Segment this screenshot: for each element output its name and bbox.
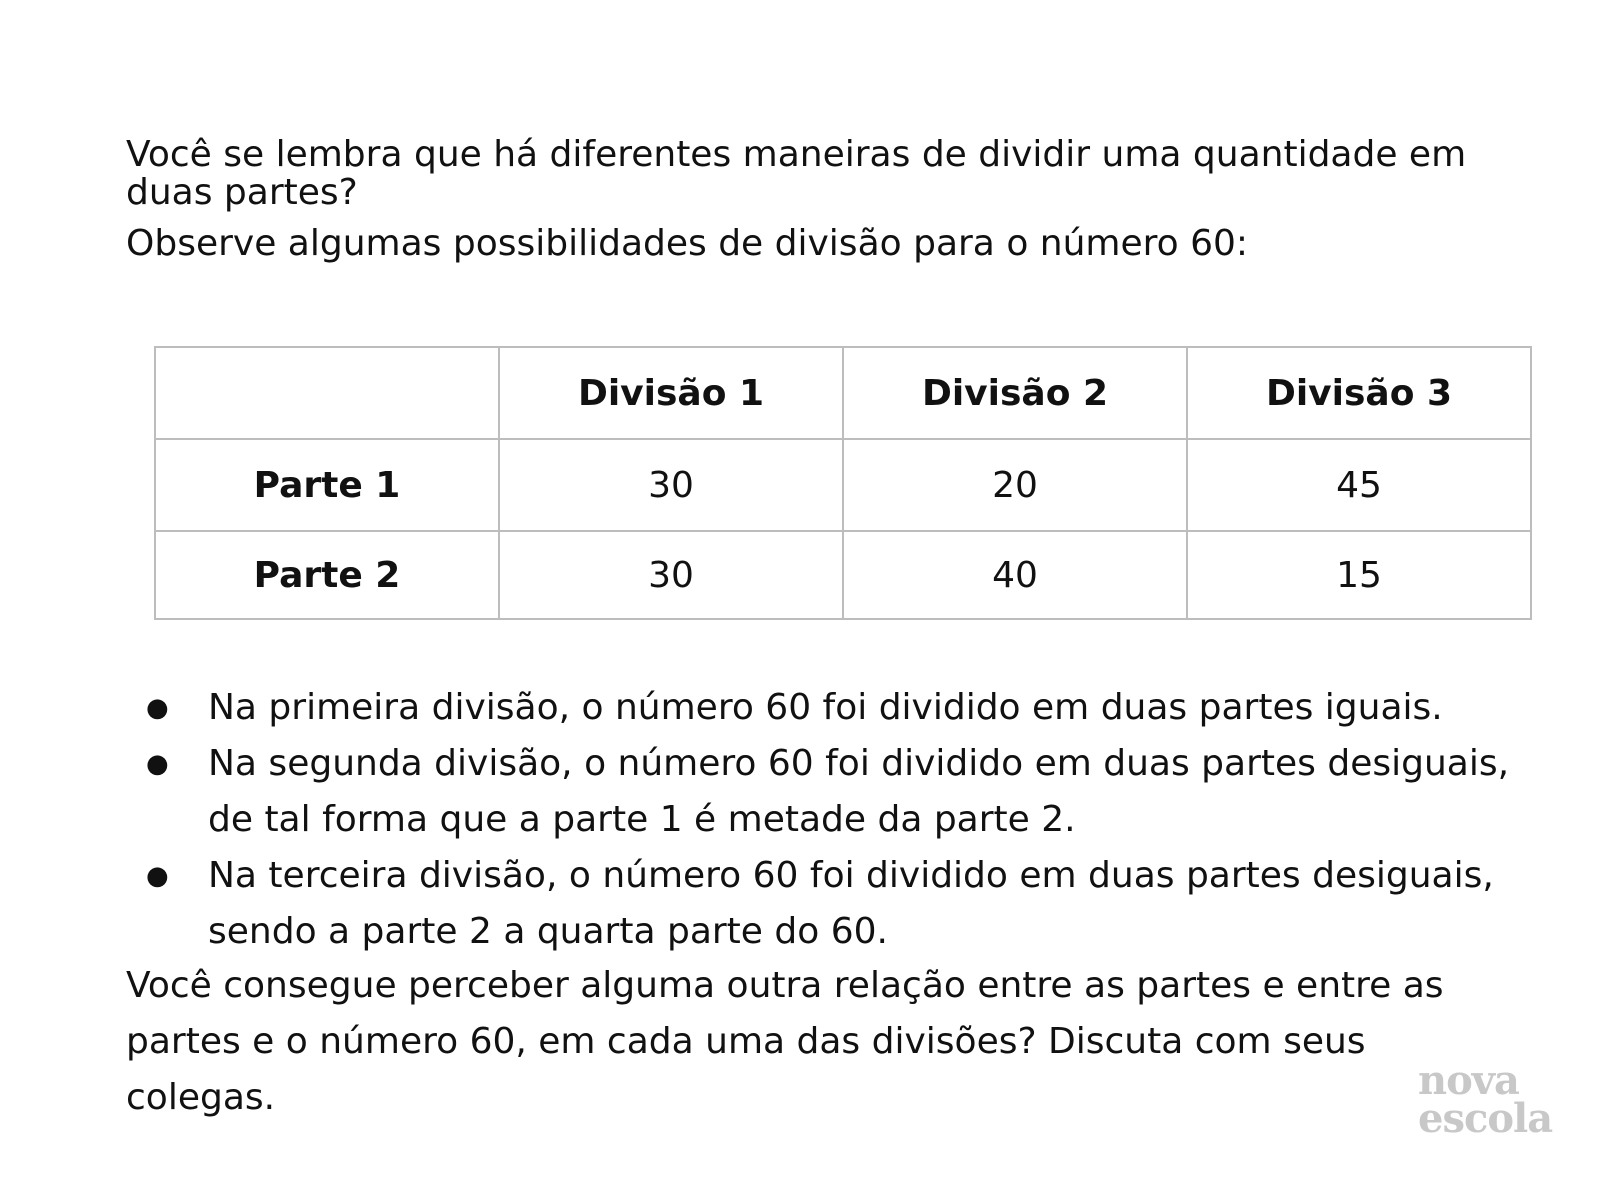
logo-line-1: nova (1418, 1057, 1519, 1104)
list-item (126, 680, 1526, 736)
table-cell: 40 (843, 531, 1187, 619)
table-cell: 20 (843, 439, 1187, 531)
list-item (126, 736, 1526, 848)
logo-line-2: escola (1418, 1095, 1553, 1142)
table-cell: 30 (499, 531, 843, 619)
header-division-1: Divisão 1 (499, 347, 843, 439)
table-cell: 45 (1187, 439, 1531, 531)
intro-observe: Observe algumas possibilidades de divisão para o número 60: (126, 223, 1249, 264)
header-division-3: Divisão 3 (1187, 347, 1531, 439)
row-label-parte-2: Parte 2 (155, 531, 499, 619)
table-header-row (155, 347, 1531, 439)
table-corner-cell (155, 347, 499, 439)
bullet-list (126, 680, 1526, 960)
list-item-text: Na terceira divisão, o número 60 foi dividido em duas partes desiguais, sendo a parte 2 a quarta parte do 60. (208, 855, 1494, 952)
division-table (154, 346, 1532, 620)
bullet-dot-icon: ● (146, 693, 169, 723)
list-item-text: Na primeira divisão, o número 60 foi dividido em duas partes iguais. (208, 687, 1443, 728)
nova-escola-logo (1418, 1057, 1553, 1142)
table-row (155, 531, 1531, 619)
intro-text (126, 136, 1526, 266)
row-label-parte-1: Parte 1 (155, 439, 499, 531)
intro-question: Você se lembra que há diferentes maneiras de dividir uma quantidade em duas partes? (126, 134, 1467, 213)
table-cell: 15 (1187, 531, 1531, 619)
bullet-dot-icon: ● (146, 861, 169, 891)
list-item (126, 848, 1526, 960)
header-division-2: Divisão 2 (843, 347, 1187, 439)
list-item-text: Na segunda divisão, o número 60 foi dividido em duas partes desiguais, de tal forma que a parte 1 é metade da parte 2. (208, 743, 1510, 840)
table-row (155, 439, 1531, 531)
bullet-dot-icon: ● (146, 749, 169, 779)
table-cell: 30 (499, 439, 843, 531)
closing-question: Você consegue perceber alguma outra relação entre as partes e entre as partes e o número 60, em cada uma das divisões? Discuta com seus colegas. (126, 965, 1444, 1118)
